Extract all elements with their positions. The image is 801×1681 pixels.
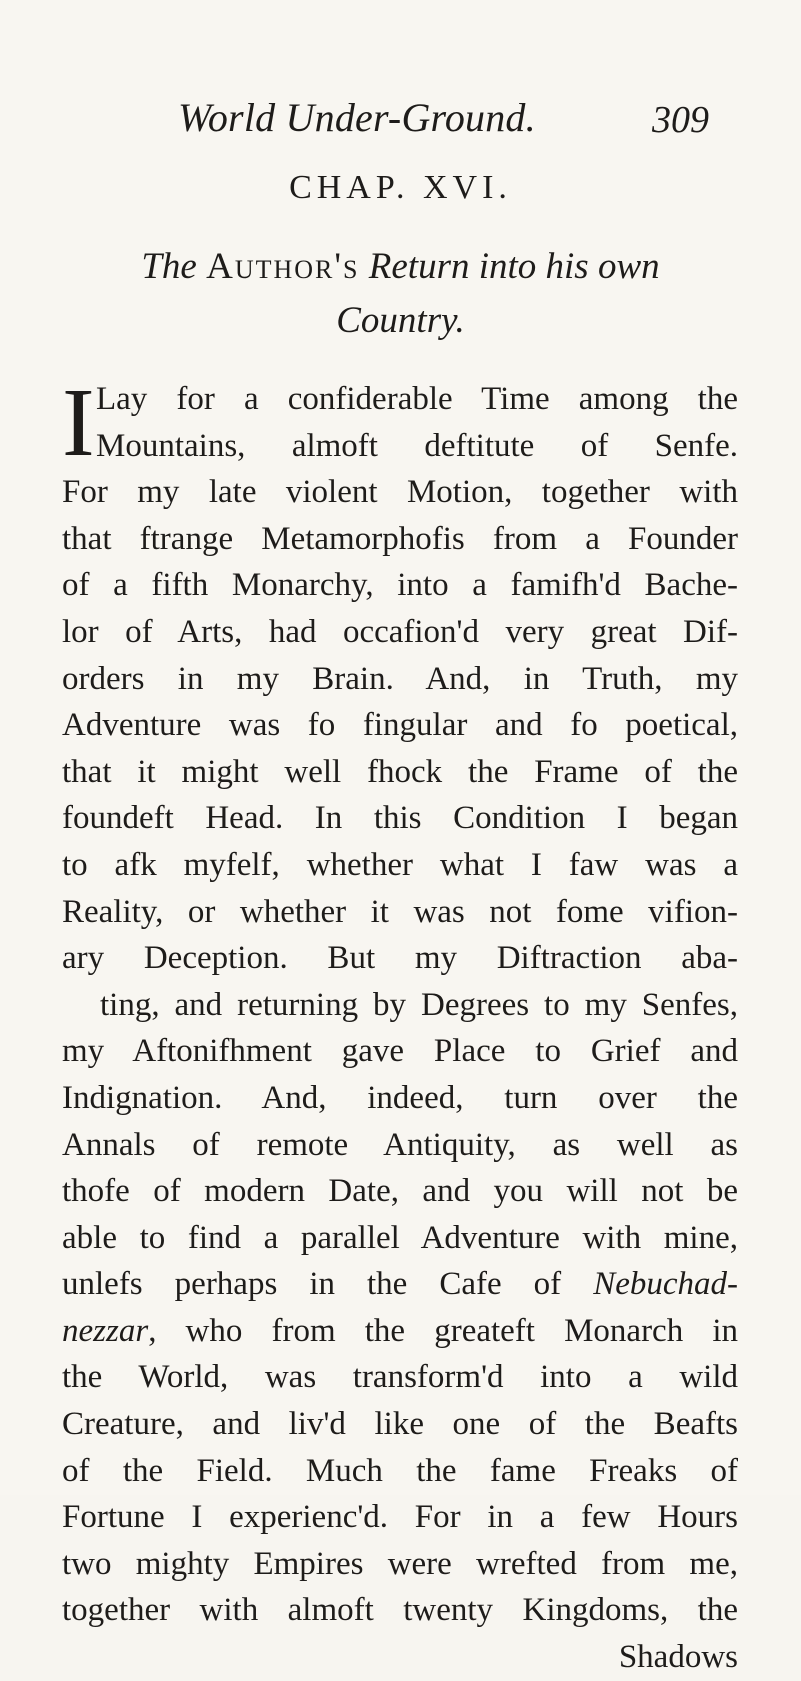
chapter-title-author: Author's xyxy=(206,246,360,287)
catchword: Shadows xyxy=(618,1639,738,1676)
chapter-heading: CHAP. XVI. xyxy=(289,169,512,206)
text-line: ting, and returning by Degrees to my Senfes, xyxy=(100,986,738,1023)
text-line: lor of Arts, had occafion'd very great Dif- xyxy=(62,613,738,650)
text-line: my Aftonifhment gave Place to Grief and xyxy=(62,1033,738,1070)
text-line: to afk myfelf, whether what I faw was a xyxy=(62,846,738,883)
text-line: orders in my Brain. And, in Truth, my xyxy=(62,660,738,697)
text-line: Creature, and liv'd like one of the Beafts xyxy=(62,1406,738,1443)
drop-cap: I xyxy=(62,369,95,477)
text-line: that ftrange Metamorphofis from a Founder xyxy=(62,520,738,557)
text-line: Indignation. And, indeed, turn over the xyxy=(62,1079,738,1116)
text-line: ary Deception. But my Diftraction aba- xyxy=(62,940,738,977)
text-line xyxy=(62,1261,738,1308)
italic-name: nezzar xyxy=(62,1312,149,1349)
text-line: thofe of modern Date, and you will not be xyxy=(62,1173,738,1210)
text-line: two mighty Empires were wrefted from me, xyxy=(62,1545,738,1582)
page-number: 309 xyxy=(652,99,709,141)
chapter-title-the: The xyxy=(141,246,197,287)
text-line xyxy=(62,1308,738,1355)
text-line: foundeft Head. In this Condition I began xyxy=(62,800,738,837)
italic-name: Nebuchad- xyxy=(593,1266,738,1303)
text-line-part: unlefs perhaps in the Cafe of xyxy=(62,1266,562,1303)
text-line: that it might well fhock the Frame of the xyxy=(62,753,738,790)
text-line: of a fifth Monarchy, into a famifh'd Bache- xyxy=(62,567,738,604)
text-line: able to find a parallel Adventure with mine, xyxy=(62,1219,738,1256)
running-title: World Under-Ground. xyxy=(178,95,536,140)
chapter-title xyxy=(0,240,801,348)
text-line: together with almoft twenty Kingdoms, the xyxy=(62,1592,738,1629)
text-line: Mountains, almoft deftitute of Senfe. xyxy=(96,427,738,464)
text-line: the World, was transform'd into a wild xyxy=(62,1359,738,1396)
text-line: For my late violent Motion, together with xyxy=(62,474,738,511)
running-head xyxy=(0,94,801,144)
text-line: Lay for a confiderable Time among the xyxy=(96,381,738,417)
text-line: Reality, or whether it was not fome vifion- xyxy=(62,893,738,930)
text-line: of the Field. Much the fame Freaks of xyxy=(62,1452,738,1489)
chapter-title-line-2: Country. xyxy=(336,300,465,341)
text-line-part: , who from the greateft Monarch in xyxy=(148,1312,738,1349)
chapter-title-rest: Return into his own xyxy=(368,246,660,287)
text-line: Fortune I experienc'd. For in a few Hours xyxy=(62,1499,738,1536)
text-line: Adventure was fo fingular and fo poetical, xyxy=(62,707,738,744)
chapter-title-line-1 xyxy=(0,240,801,294)
text-line: Annals of remote Antiquity, as well as xyxy=(62,1126,738,1163)
body-text xyxy=(62,369,738,1681)
